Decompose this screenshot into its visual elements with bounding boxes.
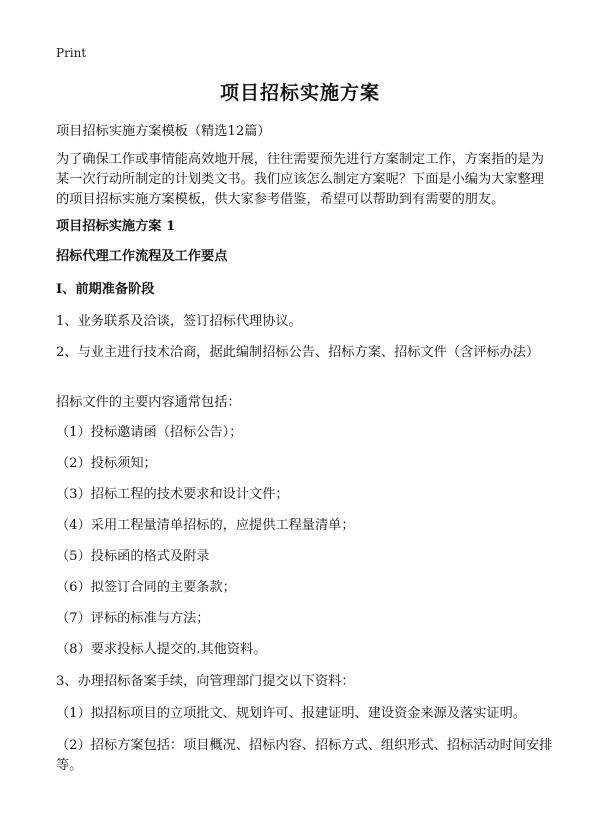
- list-item: （6）拟签订合同的主要条款；: [56, 580, 236, 595]
- list-item: （8）要求投标人提交的.其他资料。: [56, 642, 267, 657]
- list-item: （1）投标邀请函（招标公告）；: [56, 425, 243, 440]
- list-item: （2）投标须知；: [56, 456, 157, 471]
- list-item: （3）招标工程的技术要求和设计文件；: [56, 487, 289, 502]
- contents-intro: 招标文件的主要内容通常包括：: [56, 395, 241, 410]
- list-item: （1）拟招标项目的立项批文、规划许可、报建证明、建设资金来源及落实证明。: [56, 706, 526, 721]
- document-title: 项目招标实施方案: [219, 82, 380, 104]
- section-heading-1: 项目招标实施方案 1: [56, 219, 176, 234]
- document-subtitle: 项目招标实施方案模板（精选12篇）: [56, 124, 271, 139]
- list-item: （2）招标方案包括：项目概况、招标内容、招标方式、组织形式、招标活动时间安排等。: [56, 738, 553, 773]
- heading-process: 招标代理工作流程及工作要点: [56, 249, 228, 264]
- list-item: （5）投标函的格式及附录: [56, 549, 210, 564]
- step-3: 3、办理招标备案手续，向管理部门提交以下资料：: [56, 674, 355, 689]
- list-item: （4）采用工程量清单招标的，应提供工程量清单；: [56, 518, 355, 533]
- print-label: Print: [56, 46, 87, 60]
- heading-phase-1: I、前期准备阶段: [56, 282, 155, 297]
- list-item: （7）评标的标准与方法；: [56, 611, 210, 626]
- step-2: 2、与业主进行技术洽商，据此编制招标公告、招标方案、招标文件（含评标办法）: [56, 345, 540, 360]
- intro-paragraph: 为了确保工作或事情能高效地开展，往往需要预先进行方案制定工作，方案指的是为某一次行动所制定的计划类文书。我们应该怎么制定方案呢？下面是小编为大家整理的项目招标实施方案模板，供大家参考借鉴，希望可以帮助到有需要的朋友。: [56, 152, 544, 207]
- step-1: 1、业务联系及洽谈，签订招标代理协议。: [56, 314, 302, 329]
